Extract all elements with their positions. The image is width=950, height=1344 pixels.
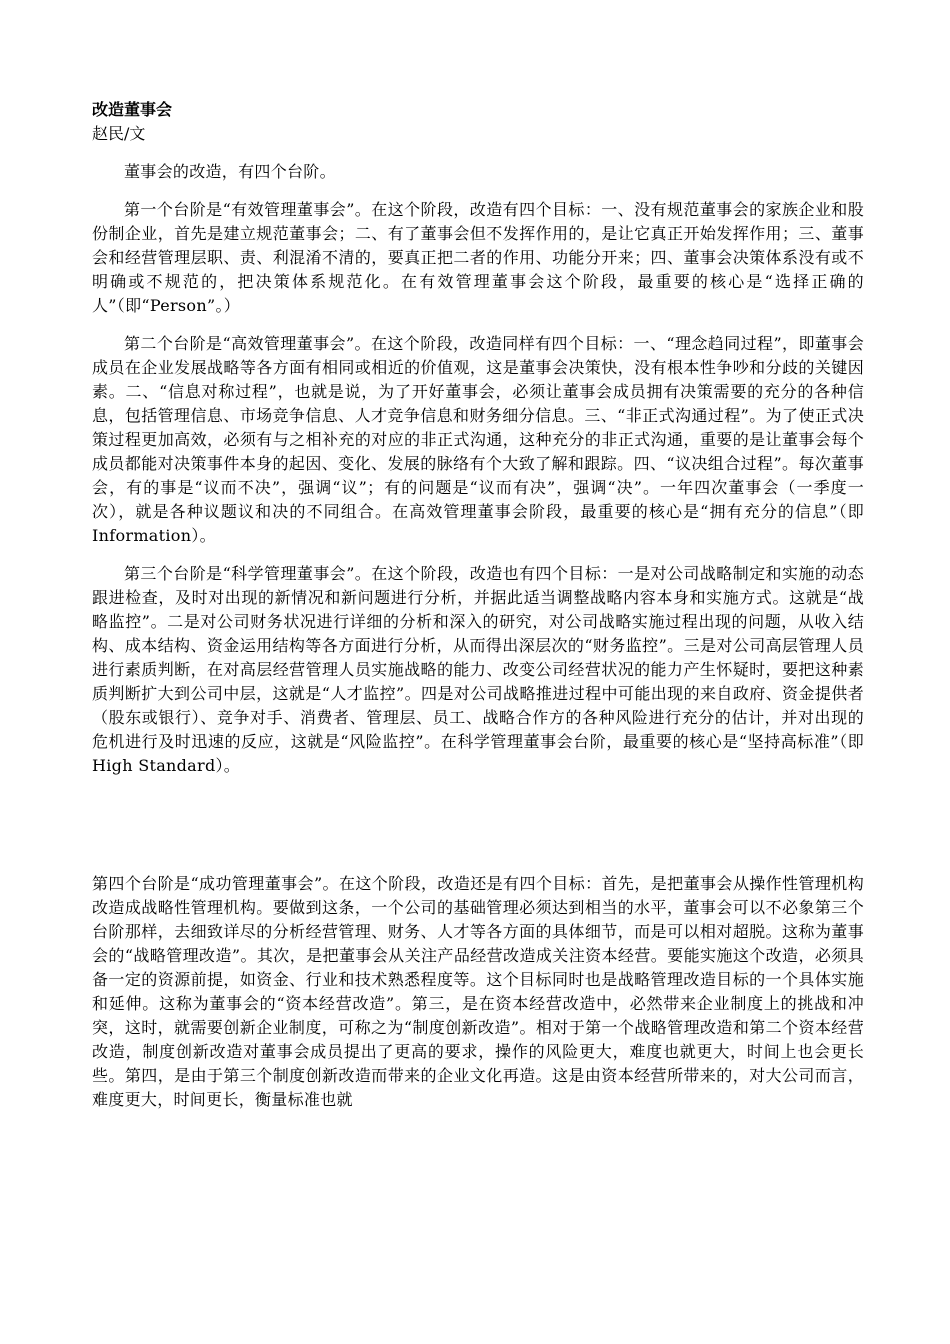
intro-paragraph: 董事会的改造，有四个台阶。 — [124, 162, 336, 181]
article-author: 赵民/文 — [92, 124, 146, 143]
section-gap — [92, 792, 864, 872]
paragraph-step-two: 第二个台阶是“高效管理董事会”。在这个阶段，改造同样有四个目标：一、“理念趋同过程”，即董事会成员在企业发展战略等各方面有相同或相近的价值观，这是董事会决策快，没有根本性争吵和分歧的关键因素。二、“信息对称过程”，也就是说，为了开好董事会，必须让董事会成员拥有决策需要的充分的各种信息，包括管理信息、市场竞争信息、人才竞争信息和财务细分信息。三、“非正式沟通过程”。为了使正式决策过程更加高效，必须有与之相补充的对应的非正式沟通，这种充分的非正式沟通，重要的是让董事会每个成员都能对决策事件本身的起因、变化、发展的脉络有个大致了解和跟踪。四、“议决组合过程”。每次董事会，有的事是“议而不决”，强调“议”；有的问题是“议而有决”，强调“决”。一年四次董事会（一季度一次），就是各种议题议和决的不同组合。在高效管理董事会阶段，最重要的核心是“拥有充分的信息”（即Information）。 — [92, 334, 864, 545]
paragraph-step-one: 第一个台阶是“有效管理董事会”。在这个阶段，改造有四个目标：一、没有规范董事会的家族企业和股份制企业，首先是建立规范董事会；二、有了董事会但不发挥作用的，是让它真正开始发挥作用；三、董事会和经营管理层职、责、利混淆不清的，要真正把二者的作用、功能分开来；四、董事会决策体系没有或不明确或不规范的，把决策体系规范化。在有效管理董事会这个阶段，最重要的核心是“选择正确的人”（即“Person”。） — [92, 200, 864, 315]
article-title: 改造董事会 — [92, 100, 173, 119]
paragraph-step-four: 第四个台阶是“成功管理董事会”。在这个阶段，改造还是有四个目标：首先，是把董事会从操作性管理机构改造成战略性管理机构。要做到这条，一个公司的基础管理必须达到相当的水平，董事会可以不必象第三个台阶那样，去细致详尽的分析经营管理、财务、人才等各方面的具体细节，而是可以相对超脱。这称为董事会的“战略管理改造”。其次，是把董事会从关注产品经营改造成关注资本经营。要能实施这个改造，必须具备一定的资源前提，如资金、行业和技术熟悉程度等。这个目标同时也是战略管理改造目标的一个具体实施和延伸。这称为董事会的“资本经营改造”。第三，是在资本经营改造中，必然带来企业制度上的挑战和冲突，这时，就需要创新企业制度，可称之为“制度创新改造”。相对于第一个战略管理改造和第二个资本经营改造，制度创新改造对董事会成员提出了更高的要求，操作的风险更大，难度也就更大，时间上也会更长些。第四，是由于第三个制度创新改造而带来的企业文化再造。这是由资本经营所带来的，对大公司而言，难度更大，时间更长，衡量标准也就 — [92, 874, 864, 1109]
paragraph-step-three: 第三个台阶是“科学管理董事会”。在这个阶段，改造也有四个目标：一是对公司战略制定和实施的动态跟进检查，及时对出现的新情况和新问题进行分析，并据此适当调整战略内容本身和实施方式。这就是“战略监控”。二是对公司财务状况进行详细的分析和深入的研究，对公司战略实施过程出现的问题，从收入结构、成本结构、资金运用结构等各方面进行分析，从而得出深层次的“财务监控”。三是对公司高层管理人员进行素质判断，在对高层经营管理人员实施战略的能力、改变公司经营状况的能力产生怀疑时，要把这种素质判断扩大到公司中层，这就是“人才监控”。四是对公司战略推进过程中可能出现的来自政府、资金提供者（股东或银行）、竞争对手、消费者、管理层、员工、战略合作方的各种风险进行充分的估计，并对出现的危机进行及时迅速的反应，这就是“风险监控”。在科学管理董事会台阶，最重要的核心是“坚持高标准”（即High Standard）。 — [92, 564, 864, 775]
document-page — [92, 98, 864, 1126]
